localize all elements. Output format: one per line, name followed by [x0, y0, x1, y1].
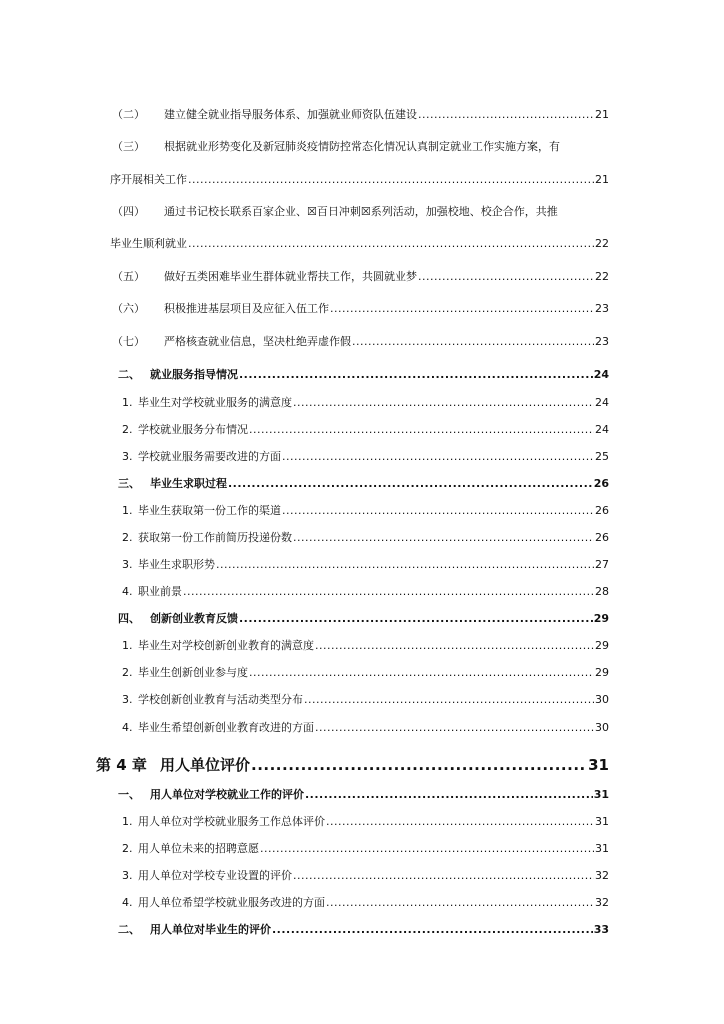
toc-entry-line2[interactable]	[110, 172, 609, 188]
chapter-number: 第 4 章	[96, 756, 147, 774]
item-title: 毕业生希望创新创业教育改进的方面	[138, 721, 314, 734]
entry-page: 23	[595, 335, 609, 348]
entry-page: 22	[595, 237, 609, 250]
dot-leader	[282, 449, 594, 465]
item-title: 毕业生求职形势	[138, 558, 215, 571]
dot-leader	[251, 755, 587, 775]
dot-leader	[216, 557, 594, 573]
section-title: 就业服务指导情况	[150, 368, 238, 381]
item-title: 用人单位希望学校就业服务改进的方面	[138, 896, 325, 909]
item-number: 3.	[122, 869, 133, 882]
entry-page: 21	[595, 108, 609, 121]
dot-leader	[239, 367, 593, 383]
entry-title: 积极推进基层项目及应征入伍工作	[164, 302, 329, 315]
section-number: 二、	[118, 368, 140, 381]
toc-entry[interactable]	[112, 301, 609, 317]
item-title: 毕业生创新创业参与度	[138, 666, 248, 679]
item-title: 获取第一份工作前简历投递份数	[138, 531, 292, 544]
toc-entry-line1[interactable]	[112, 204, 609, 220]
toc-entry[interactable]	[112, 107, 609, 123]
item-page: 29	[595, 639, 609, 652]
toc-entry-line1[interactable]	[112, 139, 609, 155]
dot-leader	[326, 814, 594, 830]
toc-subitem[interactable]	[122, 503, 609, 519]
toc-entry[interactable]	[112, 334, 609, 350]
section-title: 创新创业教育反馈	[150, 612, 238, 625]
item-page: 25	[595, 450, 609, 463]
dot-leader	[326, 895, 594, 911]
item-page: 26	[595, 504, 609, 517]
item-number: 1.	[122, 504, 133, 517]
item-page: 31	[595, 815, 609, 828]
dot-leader	[260, 841, 594, 857]
section-number: 二、	[118, 923, 140, 936]
item-number: 3.	[122, 450, 133, 463]
toc-subitem[interactable]	[122, 395, 609, 411]
item-page: 26	[595, 531, 609, 544]
dot-leader	[418, 269, 594, 285]
item-page: 24	[595, 396, 609, 409]
item-page: 32	[595, 869, 609, 882]
entry-page: 21	[595, 173, 609, 186]
toc-subitem[interactable]	[122, 584, 609, 600]
toc-section[interactable]	[118, 787, 609, 803]
dot-leader	[305, 787, 593, 803]
entry-number: （二）	[112, 108, 145, 121]
toc-entry[interactable]	[112, 269, 609, 285]
item-title: 毕业生获取第一份工作的渠道	[138, 504, 281, 517]
item-number: 2.	[122, 423, 133, 436]
section-number: 三、	[118, 477, 140, 490]
item-number: 4.	[122, 585, 133, 598]
chapter-page: 31	[588, 756, 609, 774]
toc-section[interactable]	[118, 476, 609, 492]
entry-number: （六）	[112, 302, 145, 315]
toc-subitem[interactable]	[122, 530, 609, 546]
section-page: 24	[593, 368, 609, 381]
toc-subitem[interactable]	[122, 422, 609, 438]
entry-page: 23	[595, 302, 609, 315]
item-title: 毕业生对学校创新创业教育的满意度	[138, 639, 314, 652]
toc-section[interactable]	[118, 367, 609, 383]
item-page: 30	[595, 693, 609, 706]
item-page: 27	[595, 558, 609, 571]
item-page: 30	[595, 721, 609, 734]
section-number: 四、	[118, 612, 140, 625]
item-title: 用人单位未来的招聘意愿	[138, 842, 259, 855]
chapter-title: 用人单位评价	[160, 756, 251, 774]
item-title: 学校创新创业教育与活动类型分布	[138, 693, 303, 706]
dot-leader	[418, 107, 594, 123]
toc-subitem[interactable]	[122, 895, 609, 911]
dot-leader	[183, 584, 594, 600]
toc-subitem[interactable]	[122, 665, 609, 681]
item-number: 4.	[122, 721, 133, 734]
dot-leader	[282, 503, 594, 519]
toc-subitem[interactable]	[122, 638, 609, 654]
toc-chapter[interactable]	[96, 755, 609, 775]
toc-subitem[interactable]	[122, 557, 609, 573]
toc-section[interactable]	[118, 922, 609, 938]
toc-subitem[interactable]	[122, 449, 609, 465]
entry-page: 22	[595, 270, 609, 283]
dot-leader	[249, 665, 594, 681]
item-title: 职业前景	[138, 585, 182, 598]
dot-leader	[272, 922, 593, 938]
toc-subitem[interactable]	[122, 692, 609, 708]
dot-leader	[188, 236, 594, 252]
section-page: 26	[593, 477, 609, 490]
item-page: 31	[595, 842, 609, 855]
toc-section[interactable]	[118, 611, 609, 627]
dot-leader	[239, 611, 593, 627]
entry-number: （四）	[112, 205, 145, 218]
section-title: 毕业生求职过程	[150, 477, 227, 490]
dot-leader	[315, 720, 594, 736]
dot-leader	[249, 422, 594, 438]
dot-leader	[352, 334, 594, 350]
section-page: 33	[593, 923, 609, 936]
item-title: 用人单位对学校就业服务工作总体评价	[138, 815, 325, 828]
item-number: 1.	[122, 815, 133, 828]
item-page: 24	[595, 423, 609, 436]
item-title: 学校就业服务分布情况	[138, 423, 248, 436]
entry-title: 建立健全就业指导服务体系、加强就业师资队伍建设	[164, 108, 417, 121]
dot-leader	[304, 692, 594, 708]
section-number: 一、	[118, 788, 140, 801]
item-number: 2.	[122, 666, 133, 679]
toc-subitem[interactable]	[122, 841, 609, 857]
entry-number: （五）	[112, 270, 145, 283]
entry-title: 根据就业形势变化及新冠肺炎疫情防控常态化情况认真制定就业工作实施方案，有	[164, 140, 560, 153]
item-title: 用人单位对学校专业设置的评价	[138, 869, 292, 882]
item-page: 32	[595, 896, 609, 909]
item-page: 28	[595, 585, 609, 598]
dot-leader	[188, 172, 594, 188]
item-number: 1.	[122, 639, 133, 652]
item-number: 3.	[122, 558, 133, 571]
toc-entry-line2[interactable]	[110, 236, 609, 252]
item-number: 1.	[122, 396, 133, 409]
section-page: 31	[593, 788, 609, 801]
item-title: 毕业生对学校就业服务的满意度	[138, 396, 292, 409]
entry-title: 通过书记校长联系百家企业、☒百日冲刺☒系列活动，加强校地、校企合作，共推	[164, 205, 558, 218]
dot-leader	[315, 638, 594, 654]
section-title: 用人单位对学校就业工作的评价	[150, 788, 304, 801]
dot-leader	[330, 301, 594, 317]
entry-number: （七）	[112, 335, 145, 348]
item-number: 2.	[122, 842, 133, 855]
section-title: 用人单位对毕业生的评价	[150, 923, 271, 936]
toc-subitem[interactable]	[122, 868, 609, 884]
item-title: 学校就业服务需要改进的方面	[138, 450, 281, 463]
item-page: 29	[595, 666, 609, 679]
dot-leader	[293, 530, 594, 546]
item-number: 2.	[122, 531, 133, 544]
toc-subitem[interactable]	[122, 720, 609, 736]
entry-number: （三）	[112, 140, 145, 153]
dot-leader	[293, 868, 594, 884]
entry-title: 做好五类困难毕业生群体就业帮扶工作，共圆就业梦	[164, 270, 417, 283]
entry-title-cont: 序开展相关工作	[110, 173, 187, 186]
entry-title: 严格核查就业信息，坚决杜绝弄虚作假	[164, 335, 351, 348]
section-page: 29	[593, 612, 609, 625]
item-number: 3.	[122, 693, 133, 706]
dot-leader	[228, 476, 593, 492]
item-number: 4.	[122, 896, 133, 909]
entry-title-cont: 毕业生顺利就业	[110, 237, 187, 250]
toc-subitem[interactable]	[122, 814, 609, 830]
dot-leader	[293, 395, 594, 411]
